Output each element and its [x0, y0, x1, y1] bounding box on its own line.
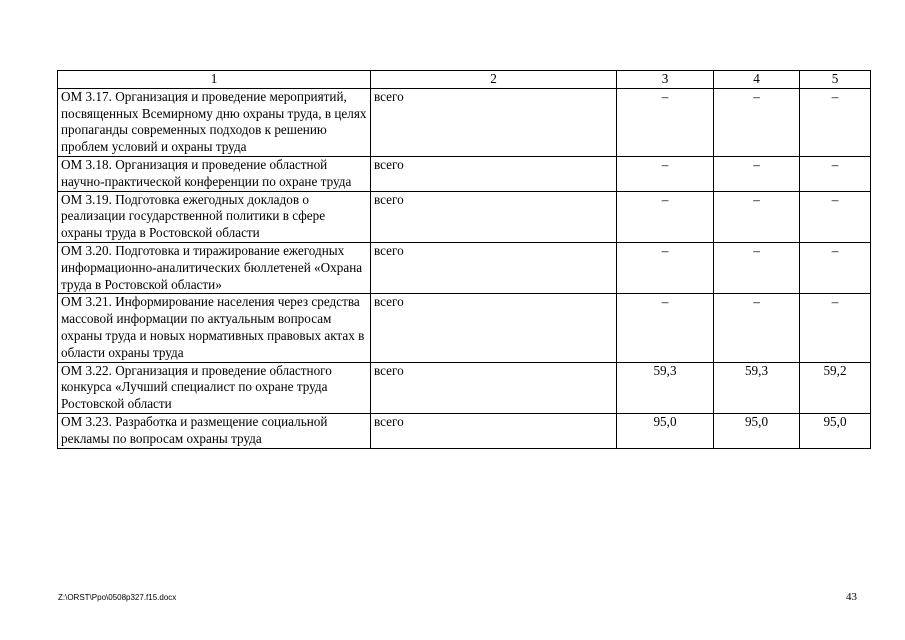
page-number: 43: [846, 591, 857, 603]
row-type-cell: всего: [371, 156, 617, 191]
column-header-5: 5: [800, 71, 871, 89]
row-value-col3: –: [617, 88, 714, 156]
row-value-col5: –: [800, 156, 871, 191]
row-value-col5: –: [800, 191, 871, 242]
row-value-col5: –: [800, 88, 871, 156]
row-value-col3: –: [617, 242, 714, 293]
row-type-cell: всего: [371, 294, 617, 362]
row-name-cell: ОМ 3.22. Организация и проведение областного конкурса «Лучший специалист по охране труда Ростовской области: [58, 362, 371, 413]
header-row: [58, 71, 871, 89]
row-value-col4: 95,0: [714, 413, 800, 448]
row-type-cell: всего: [371, 191, 617, 242]
row-value-col5: 95,0: [800, 413, 871, 448]
column-header-3: 3: [617, 71, 714, 89]
footer-file-path: Z:\ORST\Ppo\0508p327.f15.docx: [58, 593, 177, 602]
row-value-col4: –: [714, 191, 800, 242]
row-type-cell: всего: [371, 88, 617, 156]
row-name-cell: ОМ 3.20. Подготовка и тиражирование ежегодных информационно-аналитических бюллетеней «Охрана труда в Ростовской области»: [58, 242, 371, 293]
row-value-col3: –: [617, 191, 714, 242]
row-value-col3: –: [617, 294, 714, 362]
row-name-cell: ОМ 3.18. Организация и проведение областной научно-практической конференции по охране труда: [58, 156, 371, 191]
row-value-col4: –: [714, 156, 800, 191]
row-value-col3: 95,0: [617, 413, 714, 448]
budget-table: [57, 70, 871, 449]
row-value-col5: –: [800, 294, 871, 362]
row-value-col5: –: [800, 242, 871, 293]
row-value-col5: 59,2: [800, 362, 871, 413]
row-value-col3: 59,3: [617, 362, 714, 413]
column-header-1: 1: [58, 71, 371, 89]
row-value-col4: –: [714, 88, 800, 156]
table-row: [58, 191, 871, 242]
row-name-cell: ОМ 3.19. Подготовка ежегодных докладов о реализации государственной политики в сфере охраны труда в Ростовской области: [58, 191, 371, 242]
table-row: [58, 413, 871, 448]
row-name-cell: ОМ 3.21. Информирование населения через средства массовой информации по актуальным вопросам охраны труда и новых нормативных правовых актах в области охраны труда: [58, 294, 371, 362]
row-value-col4: –: [714, 242, 800, 293]
table-row: [58, 362, 871, 413]
row-type-cell: всего: [371, 362, 617, 413]
row-value-col4: 59,3: [714, 362, 800, 413]
table-row: [58, 88, 871, 156]
column-header-2: 2: [371, 71, 617, 89]
row-type-cell: всего: [371, 242, 617, 293]
row-type-cell: всего: [371, 413, 617, 448]
row-value-col3: –: [617, 156, 714, 191]
table-row: [58, 294, 871, 362]
row-value-col4: –: [714, 294, 800, 362]
table-row: [58, 242, 871, 293]
row-name-cell: ОМ 3.23. Разработка и размещение социальной рекламы по вопросам охраны труда: [58, 413, 371, 448]
row-name-cell: ОМ 3.17. Организация и проведение мероприятий, посвященных Всемирному дню охраны труда, в целях пропаганды современных подходов к решению проблем условий и охраны труда: [58, 88, 371, 156]
table-row: [58, 156, 871, 191]
column-header-4: 4: [714, 71, 800, 89]
